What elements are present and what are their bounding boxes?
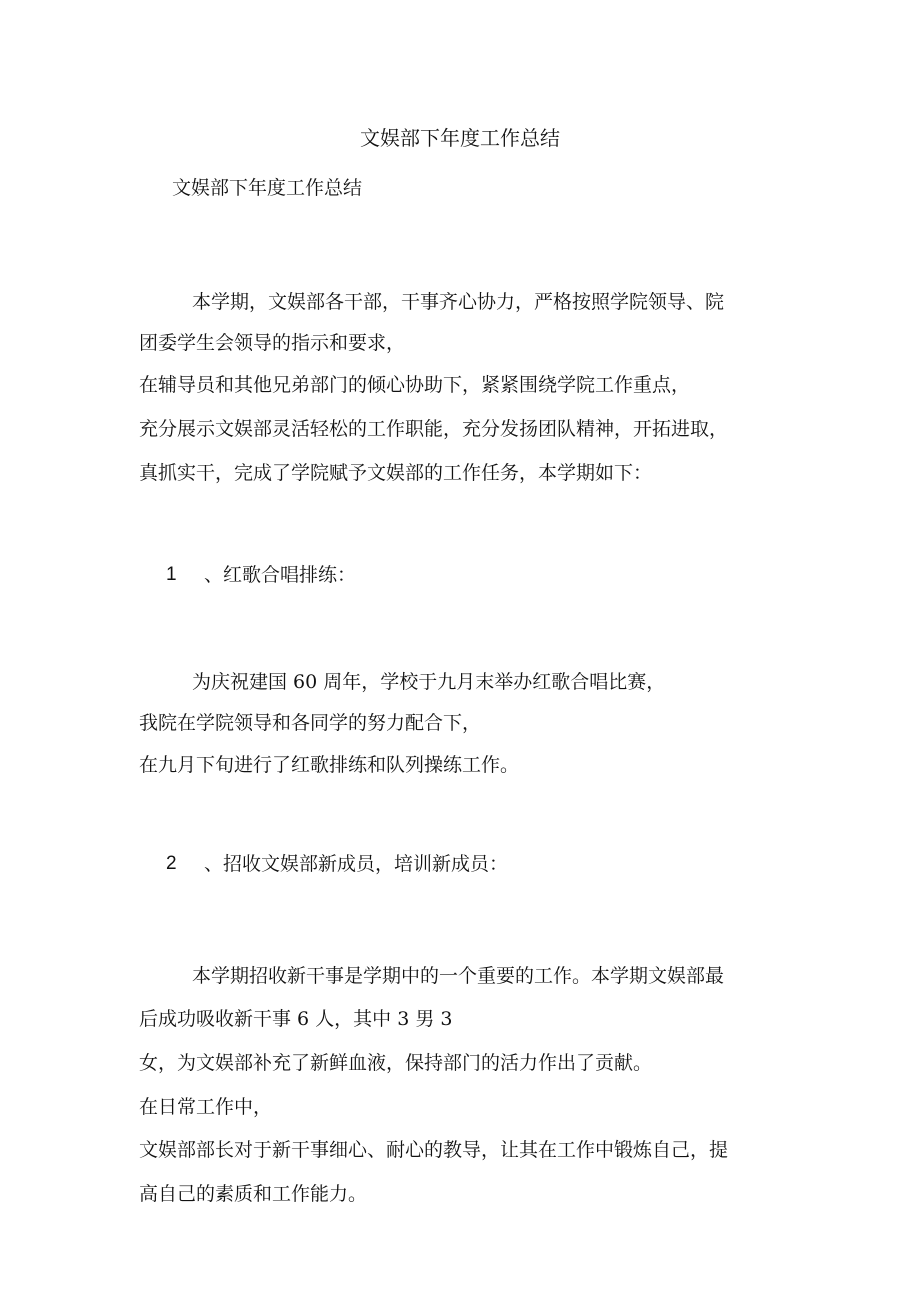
intro-line: 本学期，文娱部各干部，干事齐心协力，严格按照学院领导、院 xyxy=(192,291,725,313)
intro-line: 在辅导员和其他兄弟部门的倾心协助下，紧紧围绕学院工作重点， xyxy=(139,374,691,396)
section-paragraph-line: 后成功吸收新干事 6 人，其中 3 男 3 xyxy=(139,1008,453,1030)
section-paragraph-line: 为庆祝建国 60 周年，学校于九月末举办红歌合唱比赛， xyxy=(192,671,666,693)
section-paragraph-line: 本学期招收新干事是学期中的一个重要的工作。本学期文娱部最 xyxy=(192,965,725,987)
section-paragraph-line: 我院在学院领导和各同学的努力配合下， xyxy=(139,712,482,734)
section-paragraph-line: 高自己的素质和工作能力。 xyxy=(139,1183,368,1205)
intro-line: 团委学生会领导的指示和要求， xyxy=(139,332,406,354)
section-heading: 、红歌合唱排练： xyxy=(204,564,357,586)
section-paragraph-line: 在九月下旬进行了红歌排练和队列操练工作。 xyxy=(139,754,520,776)
section-paragraph-line: 文娱部部长对于新干事细心、耐心的教导，让其在工作中锻炼自己，提 xyxy=(139,1139,729,1161)
document-subtitle: 文娱部下年度工作总结 xyxy=(172,177,363,199)
section-number: 1 xyxy=(166,564,177,585)
intro-line: 真抓实干，完成了学院赋予文娱部的工作任务，本学期如下： xyxy=(139,462,653,484)
section-heading: 、招收文娱部新成员，培训新成员： xyxy=(204,853,509,875)
section-paragraph-line: 女，为文娱部补充了新鲜血液，保持部门的活力作出了贡献。 xyxy=(139,1052,653,1074)
section-number: 2 xyxy=(166,853,177,874)
intro-line: 充分展示文娱部灵活轻松的工作职能，充分发扬团队精神，开拓进取， xyxy=(139,418,729,440)
page-title: 文娱部下年度工作总结 xyxy=(360,126,560,150)
section-paragraph-line: 在日常工作中， xyxy=(139,1096,273,1118)
